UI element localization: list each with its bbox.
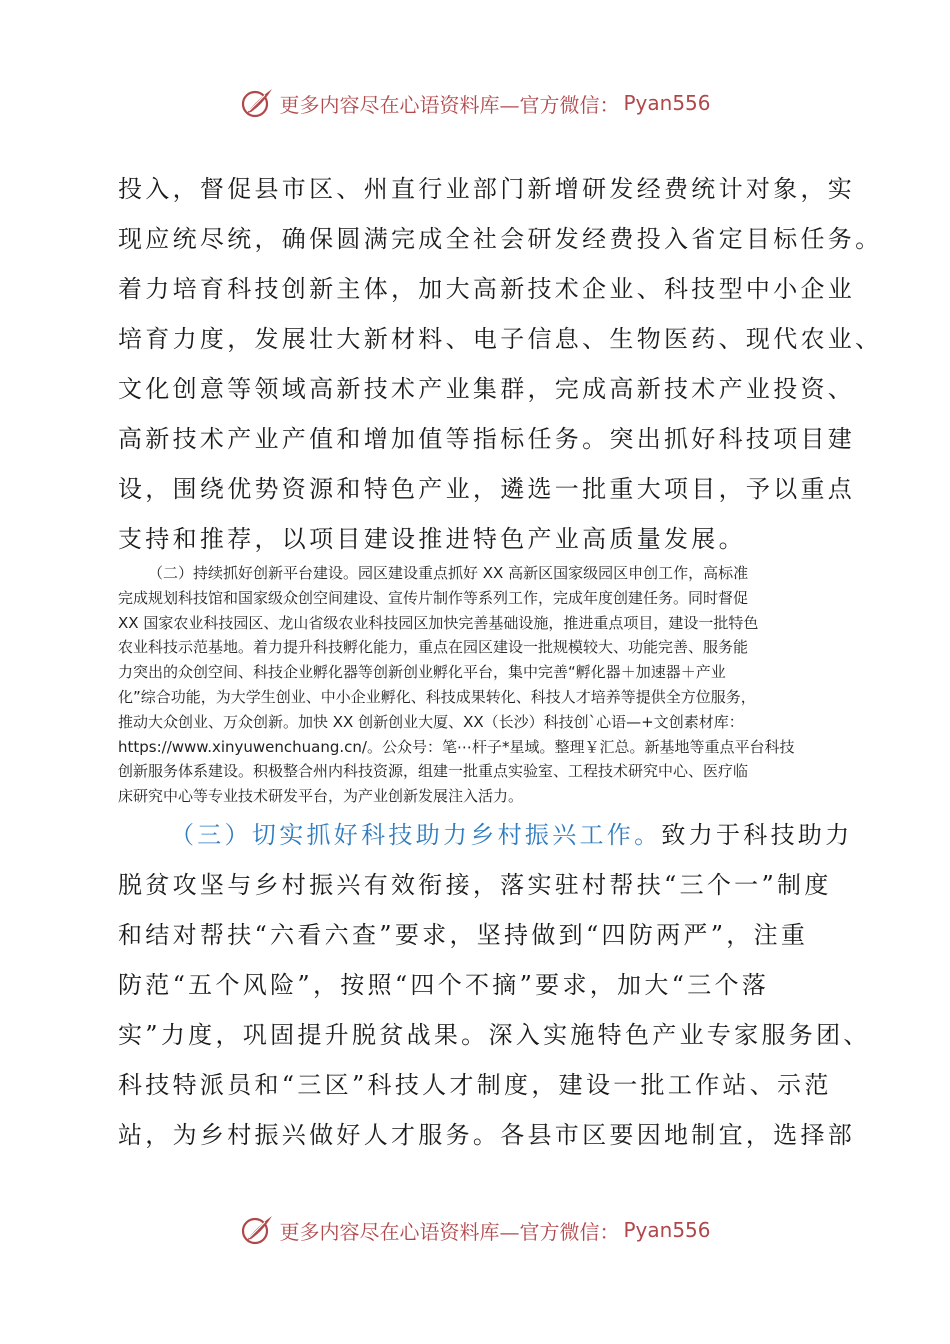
- header-banner: [0, 83, 950, 123]
- text-line: 床研究中心等专业技术研发平台，为产业创新发展注入活力。: [118, 787, 524, 806]
- text-line: 现应统尽统，确保圆满完成全社会研发经费投入省定目标任务。: [118, 225, 883, 253]
- banner-text: 更多内容尽在心语资料库—官方微信：: [279, 92, 620, 117]
- text-line: 实”力度，巩固提升脱贫战果。深入实施特色产业专家服务团、: [118, 1021, 871, 1049]
- quill-logo-icon: [239, 1212, 275, 1248]
- text-line: 力突出的众创空间、科技企业孵化器等创新创业孵化平台，集中完善“孵化器＋加速器＋产业: [118, 663, 726, 682]
- text-line: 文化创意等领域高新技术产业集群，完成高新技术产业投资、: [118, 375, 856, 403]
- text-line: 培育力度，发展壮大新材料、电子信息、生物医药、现代农业、: [118, 325, 883, 353]
- text-line: 脱贫攻坚与乡村振兴有效衔接，落实驻村帮扶“三个一”制度: [118, 871, 832, 899]
- quill-logo-icon: [239, 85, 275, 121]
- text-line: 创新服务体系建设。积极整合州内科技资源，组建一批重点实验室、工程技术研究中心、医疗临: [118, 762, 749, 781]
- banner-text: 更多内容尽在心语资料库—官方微信：: [279, 1219, 620, 1244]
- text-line: 站，为乡村振兴做好人才服务。各县市区要因地制宜，选择部: [118, 1121, 856, 1149]
- text-line: 着力培育科技创新主体，加大高新技术企业、科技型中小企业: [118, 275, 856, 303]
- paragraph-1: [118, 164, 883, 564]
- section-heading: （三）切实抓好科技助力乡村振兴工作。: [170, 821, 662, 849]
- paragraph-3: [118, 810, 871, 1160]
- text-line: 高新技术产业产值和增加值等指标任务。突出抓好科技项目建: [118, 425, 856, 453]
- text-line: 投入，督促县市区、州直行业部门新增研发经费统计对象，实: [118, 175, 856, 203]
- footer-banner: [0, 1210, 950, 1250]
- banner-wechat-id: Pyan556: [623, 91, 711, 115]
- text-line: 和结对帮扶“六看六查”要求，坚持做到“四防两严”，注重: [118, 921, 809, 949]
- text-line: 推动大众创业、万众创新。加快 XX 创新创业大厦、XX（长沙）科技创`心语—+文创素材库：: [118, 712, 744, 731]
- text-run: 致力于科技助力: [661, 821, 853, 849]
- text-line: 支持和推荐，以项目建设推进特色产业高质量发展。: [118, 525, 746, 553]
- text-line: 化”综合功能，为大学生创业、中小企业孵化、科技成果转化、科技人才培养等提供全方位服务，: [118, 687, 756, 706]
- text-line: 完成规划科技馆和国家级众创空间建设、宣传片制作等系列工作，完成年度创建任务。同时督促: [118, 588, 749, 607]
- banner-wechat-id: Pyan556: [623, 1218, 711, 1242]
- paragraph-2: [118, 561, 838, 809]
- text-line: 农业科技示范基地。着力提升科技孵化能力，重点在园区建设一批规模较大、功能完善、服务能: [118, 638, 749, 657]
- text-line: 防范“五个风险”，按照“四个不摘”要求，加大“三个落: [118, 971, 770, 999]
- text-line: XX 国家农业科技园区、龙山省级农业科技园区加快完善基础设施，推进重点项目，建设一批特色: [118, 613, 759, 632]
- text-line: （二）持续抓好创新平台建设。园区建设重点抓好 XX 高新区国家级园区申创工作，高标准: [148, 564, 749, 582]
- text-line: 设，围绕优势资源和特色产业，遴选一批重大项目，予以重点: [118, 475, 856, 503]
- section-heading-line: [118, 810, 853, 860]
- text-line: 科技特派员和“三区”科技人才制度，建设一批工作站、示范: [118, 1071, 832, 1099]
- text-line: https://www.xinyuwenchuang.cn/。公众号：笔⋯杆子*星域。整理￥汇总。新基地等重点平台科技: [118, 737, 795, 756]
